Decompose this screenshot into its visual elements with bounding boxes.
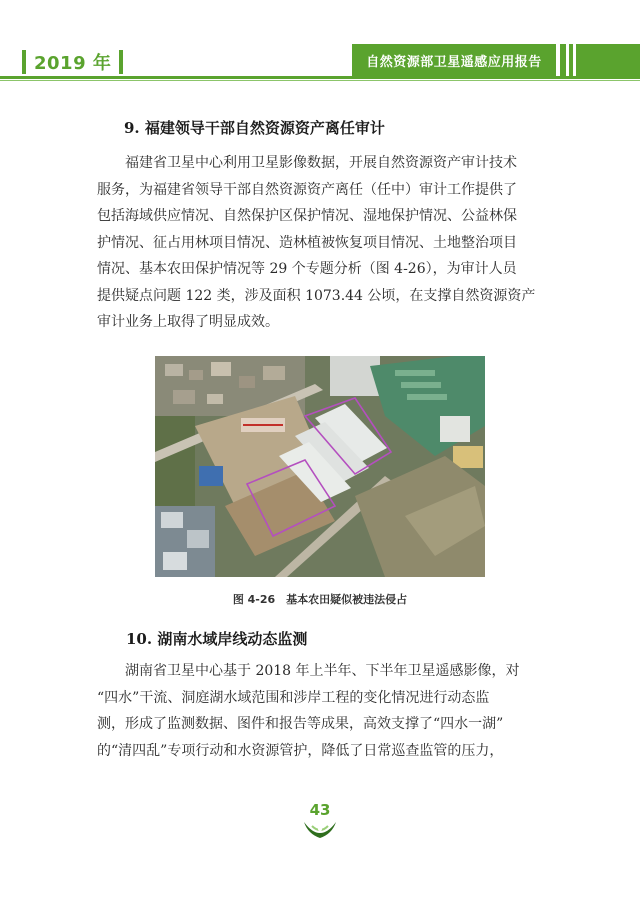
- section-heading-10: 10. 湖南水域岸线动态监测: [126, 630, 308, 648]
- text-line: 服务，为福建省领导干部自然资源资产离任（任中）审计工作提供了: [97, 181, 517, 198]
- header-title-box: [352, 44, 556, 77]
- text-line: 福建省卫星中心利用卫星影像数据，开展自然资源资产审计技术: [125, 155, 517, 171]
- header-year-block: [22, 48, 123, 76]
- header-rule: [0, 76, 640, 79]
- text-line: 湖南省卫星中心基于 2018 年上半年、下半年卫星遥感影像，对: [125, 663, 520, 679]
- text-line: 提供疑点问题 122 类，涉及面积 1073.44 公顷，在支撑自然资源资产: [97, 287, 536, 304]
- header-rule-thin: [0, 80, 640, 81]
- header-stripe: [576, 44, 640, 77]
- text-line: 包括海域供应情况、自然保护区保护情况、湿地保护情况、公益林保: [97, 208, 517, 224]
- header-stripe: [560, 44, 566, 77]
- leaf-emblem-icon: [302, 820, 338, 840]
- figure-caption: 图 4-26 基本农田疑似被违法侵占: [232, 593, 408, 606]
- header-title: 自然资源部卫星遥感应用报告: [366, 55, 542, 70]
- section-10-paragraph: [97, 658, 542, 764]
- page-number: 43: [309, 801, 331, 819]
- header-stripe: [569, 44, 573, 77]
- text-line: 情况、基本农田保护情况等 29 个专题分析（图 4-26），为审计人员: [97, 261, 517, 277]
- header-left-bar: [22, 50, 26, 74]
- section-9-paragraph: [97, 150, 542, 336]
- header-year: 2019 年: [34, 53, 112, 74]
- header-right-bar: [119, 50, 123, 74]
- text-line: 护情况、征占用林项目情况、造林植被恢复项目情况、土地整治项目: [97, 234, 517, 251]
- text-line: 测，形成了监测数据、图件和报告等成果，高效支撑了“四水一湖”: [97, 716, 504, 732]
- satellite-image: [155, 356, 485, 577]
- text-line: 审计业务上取得了明显成效。: [97, 314, 279, 330]
- section-heading-9: 9. 福建领导干部自然资源资产离任审计: [124, 119, 385, 137]
- text-line: 的“清四乱”专项行动和水资源管护，降低了日常巡查监管的压力，: [97, 742, 504, 759]
- text-line: “四水”干流、洞庭湖水域范围和涉岸工程的变化情况进行动态监: [97, 689, 490, 706]
